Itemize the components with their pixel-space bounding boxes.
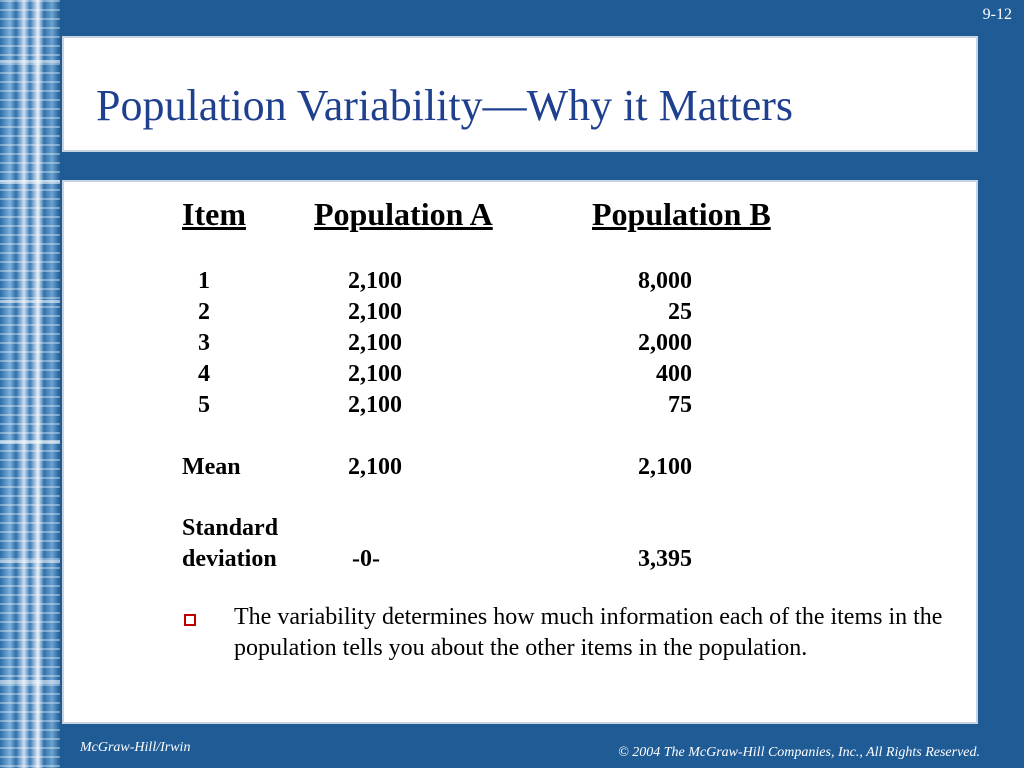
mean-pop-b: 2,100	[638, 454, 692, 480]
sd-pop-b: 3,395	[638, 546, 692, 572]
row-5-item: 5	[198, 392, 210, 418]
row-5-pop-a: 2,100	[348, 392, 402, 418]
hollow-square-bullet-icon	[184, 614, 196, 626]
bullet-text: The variability determines how much information each of the items in the population tells you about the other items in the population.	[234, 604, 943, 661]
row-4-item: 4	[198, 361, 210, 387]
row-3-pop-b: 2,000	[638, 330, 692, 356]
footer-copyright: © 2004 The McGraw-Hill Companies, Inc., All Rights Reserved.	[618, 745, 980, 760]
mean-pop-a: 2,100	[348, 454, 402, 480]
header-population-b: Population B	[592, 196, 771, 232]
sd-label-line1: Standard	[182, 515, 279, 541]
row-5-pop-b: 75	[668, 392, 692, 418]
row-1-item: 1	[198, 268, 210, 294]
sd-label-line2: deviation	[182, 546, 277, 572]
decorative-stripe-bar	[0, 0, 60, 768]
slide-title: Population Variability—Why it Matters	[96, 81, 793, 130]
row-2-pop-a: 2,100	[348, 299, 402, 325]
row-3-pop-a: 2,100	[348, 330, 402, 356]
row-3-item: 3	[198, 330, 210, 356]
mean-label: Mean	[182, 454, 241, 480]
sd-pop-a: -0-	[352, 546, 380, 572]
header-item: Item	[182, 196, 246, 232]
row-1-pop-a: 2,100	[348, 268, 402, 294]
header-population-a: Population A	[314, 196, 493, 232]
slide-number: 9-12	[982, 6, 1012, 23]
content-panel	[62, 180, 978, 724]
row-4-pop-a: 2,100	[348, 361, 402, 387]
row-1-pop-b: 8,000	[638, 268, 692, 294]
row-2-item: 2	[198, 299, 210, 325]
row-4-pop-b: 400	[656, 361, 692, 387]
footer-publisher: McGraw-Hill/Irwin	[80, 740, 191, 755]
title-panel	[62, 36, 978, 152]
row-2-pop-b: 25	[668, 299, 692, 325]
